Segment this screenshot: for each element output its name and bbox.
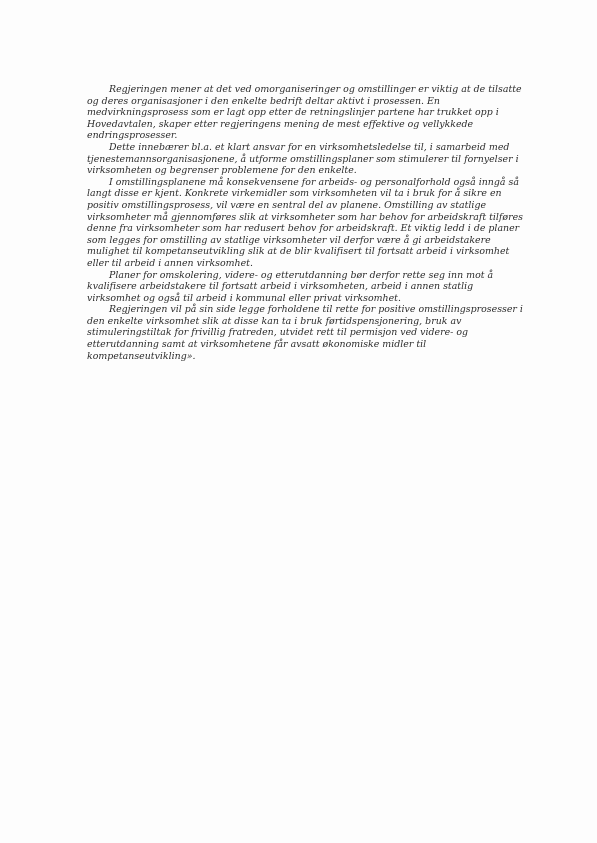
paragraph-3: I omstillingsplanene må konsekvensene for arbeids- og personalforhold også inngå så langt disse er kjent. Konkrete virkemidler som virksomheten vil ta i bruk for å sikre en positiv omstillingsprosess, vil være en sentral del av planene. Omstilling av statlige virksomheter må gjennomføres slik at virksomheter som har behov for arbeidskraft tilføres denne fra virksomheter som har redusert behov for arbeidskraft. Et viktig ledd i de planer som legges for omstilling av statlige virksomheter vil derfor være å gi arbeidstakere mulighet til kompetanseutvikling slik at de blir kvalifisert til fortsatt arbeid i virksomhet eller til arbeid i annen virksomhet. bbox=[87, 176, 523, 269]
paragraph-4: Planer for omskolering, videre- og etterutdanning bør derfor rette seg inn mot å kvalifisere arbeidstakere til fortsatt arbeid i virksomheten, arbeid i annen statlig virksomhet og også til arbeid i kommunal eller privat virksomhet. bbox=[87, 269, 494, 304]
paragraph-2: Dette innebærer bl.a. et klart ansvar for en virksomhetsledelse til, i samarbeid med tjenestemannsorganisasjonene, å utforme omstillingsplaner som stimulerer til fornyelser i virksomheten og begrenser problemene for den enkelte. bbox=[87, 141, 519, 177]
paragraph-5: Regjeringen vil på sin side legge forholdene til rette for positive omstillingsprosesser i den enkelte virksomhet slik at disse kan ta i bruk førtidspensjonering, bruk av stimuleringstiltak for frivillig fratreden, utvidet rett til permisjon ved videre- og etterutdanning samt at virksomhetene får avsatt økonomiske midler til kompetanseutvikling». bbox=[87, 304, 523, 362]
document-body bbox=[87, 84, 523, 362]
paragraph-1: Regjeringen mener at det ved omorganiseringer og omstillinger er viktig at de tilsatte og deres organisasjoner i den enkelte bedrift deltar aktivt i prosessen. En medvirkningsprosess som er lagt opp etter de retningslinjer partene har trukket opp i Hovedavtalen, skaper etter regjeringens mening de mest effektive og vellykkede endringsprosesser. bbox=[87, 84, 522, 142]
